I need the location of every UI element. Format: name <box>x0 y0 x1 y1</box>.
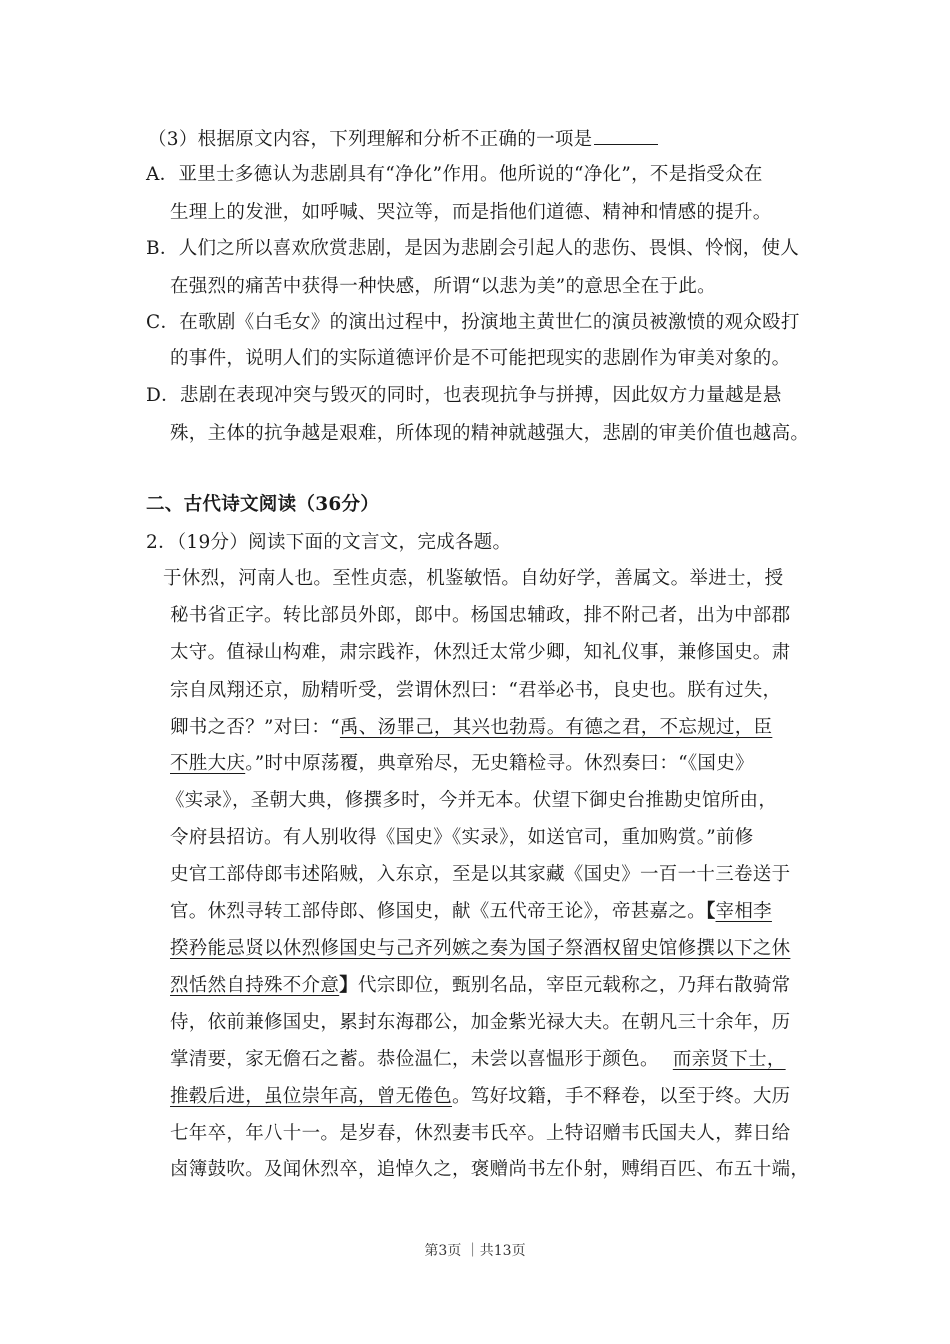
passage-line <box>170 1084 790 1110</box>
passage-text: 卿书之否？”对曰：“ <box>170 717 340 738</box>
passage-line: 《实录》，圣朝大典，修撰多时，今并无本。伏望下御史台推勘史馆所由， <box>166 790 778 811</box>
answer-blank <box>594 124 658 145</box>
passage-line: 侍，依前兼修国史，累封东海郡公，加金紫光禄大夫。在朝凡三十余年，历 <box>170 1012 791 1033</box>
q3-option-c-line2: 的事件，说明人们的实际道德评价是不可能把现实的悲剧作为审美对象的。 <box>170 348 791 369</box>
underlined-sentence: 宰相李 <box>715 901 772 922</box>
underlined-sentence: 揆矜能忌贤以休烈修国史与己齐列嫉之奏为国子祭酒权留史馆修撰以下之休 <box>170 938 791 959</box>
underlined-sentence: 而亲贤下士， <box>672 1049 786 1070</box>
q3-option-d-line1: D．悲剧在表现冲突与毁灭的同时，也表现抗争与拼搏，因此奴方力量越是悬 <box>146 385 782 406</box>
underlined-sentence: 不胜大庆 <box>170 753 246 774</box>
passage-line: 令府县招访。有人别收得《国史》《实录》，如送官司，重加购赏。”前修 <box>170 827 754 848</box>
q3-stem <box>148 124 658 153</box>
passage-line <box>170 751 754 777</box>
passage-line: 史官工部侍郎韦述陷贼，入东京，至是以其家藏《国史》一百一十三卷送于 <box>170 864 791 885</box>
passage-text: 代宗即位，甄别名品，宰臣元载称之，乃拜右散骑常 <box>358 975 791 996</box>
passage-line: 卤簿鼓吹。及闻休烈卒，追悼久之，褒赠尚书左仆射，赙绢百匹、布五十端， <box>170 1159 810 1180</box>
passage-line <box>170 936 790 962</box>
passage-line: 秘书省正字。转比部员外郎，郎中。杨国忠辅政，排不附己者，出为中部郡 <box>170 605 791 626</box>
underlined-sentence: 推毂后进，虽位崇年高，曾无倦色 <box>170 1086 453 1107</box>
bracket-close: 】 <box>339 975 359 996</box>
section-heading: 二、古代诗文阅读（36分） <box>146 494 380 515</box>
q3-option-a-line1: A．亚里士多德认为悲剧具有“净化”作用。他所说的“净化”，不是指受众在 <box>146 164 763 185</box>
q3-option-b-line2: 在强烈的痛苦中获得一种快感，所谓“以悲为美”的意思全在于此。 <box>170 276 716 297</box>
underlined-sentence: 禹、汤罪己，其兴也勃焉。有德之君，不忘规过，臣 <box>339 717 773 738</box>
passage-line <box>170 973 790 999</box>
passage-line: 于休烈，河南人也。至性贞悫，机鉴敏悟。自幼好学，善属文。举进士，授 <box>163 568 784 589</box>
passage-line: 七年卒，年八十一。是岁春，休烈妻韦氏卒。上特诏赠韦氏国夫人，葬日给 <box>170 1123 791 1144</box>
q3-option-b-line1: B．人们之所以喜欢欣赏悲剧，是因为悲剧会引起人的悲伤、畏惧、怜悯，使人 <box>146 238 800 259</box>
passage-line: 宗自凤翔还京，励精听受，尝谓休烈曰：“君举必书，良史也。朕有过失， <box>170 680 782 701</box>
q3-option-d-line2: 殊，主体的抗争越是艰难，所体现的精神就越强大，悲剧的审美价值也越高。 <box>170 423 810 444</box>
page-footer: 第3页 ｜共13页 <box>424 1243 526 1259</box>
passage-text: 。笃好坟籍，手不释卷，以至于终。大历 <box>452 1086 791 1107</box>
passage-text: 。”时中原荡覆，典章殆尽，无史籍检寻。休烈奏曰：“《国史》 <box>245 753 754 774</box>
underlined-sentence: 烈恬然自持殊不介意 <box>170 975 340 996</box>
passage-line <box>170 899 772 925</box>
passage-line: 太守。值禄山构难，肃宗践祚，休烈迁太常少卿，知礼仪事，兼修国史。肃 <box>170 642 791 663</box>
passage-line <box>170 715 772 741</box>
q3-option-a-line2: 生理上的发泄，如呼喊、哭泣等，而是指他们道德、精神和情感的提升。 <box>170 202 772 223</box>
question-2-stem: 2．（19分）阅读下面的文言文，完成各题。 <box>146 532 512 553</box>
passage-line <box>170 1047 786 1073</box>
q3-stem-text: （3）根据原文内容，下列理解和分析不正确的一项是 <box>148 129 593 150</box>
passage-text: 掌清要，家无儋石之蓄。恭俭温仁，未尝以喜愠形于颜色。 <box>170 1049 659 1070</box>
bracket-open: 【 <box>705 901 716 922</box>
q3-option-c-line1: C．在歌剧《白毛女》的演出过程中，扮演地主黄世仁的演员被激愤的观众殴打 <box>146 312 800 333</box>
passage-text: 官。休烈寻转工部侍郎、修国史，献《五代帝王论》，帝甚嘉之。 <box>170 901 706 922</box>
